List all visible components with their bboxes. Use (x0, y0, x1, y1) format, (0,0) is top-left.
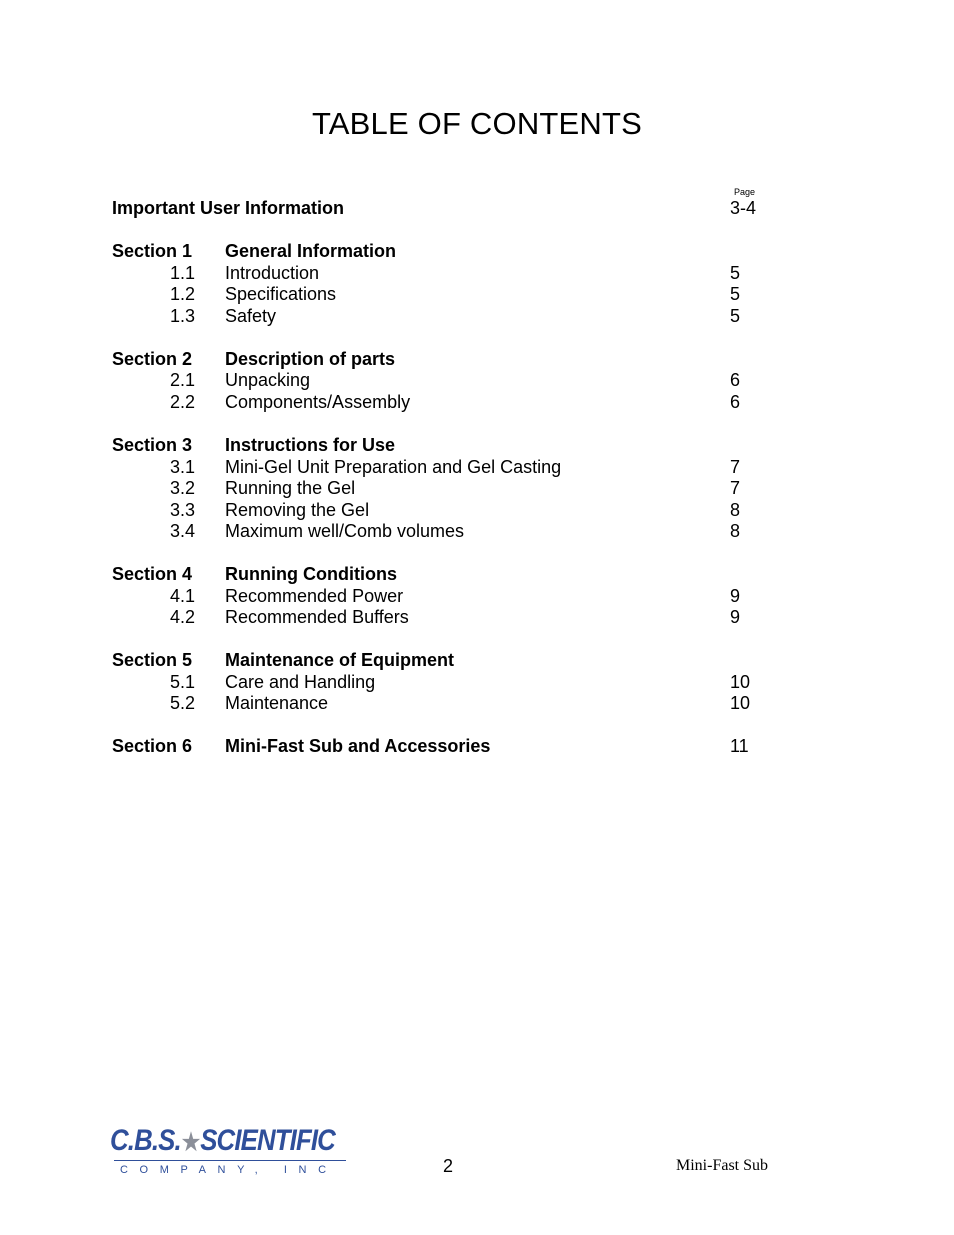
toc-entry (0, 671, 954, 693)
toc-entry-number: 1.2 (169, 284, 195, 304)
toc-entry (0, 692, 954, 714)
toc-page-number: 8 (730, 500, 741, 520)
toc-page-number: 5 (730, 306, 741, 326)
toc-entry (0, 477, 954, 499)
toc-page-number: 7 (730, 457, 741, 477)
toc-entry-number: 5.2 (169, 693, 195, 713)
toc-page-number: 9 (730, 586, 741, 606)
toc-entry-title: Instructions for Use (225, 435, 396, 455)
toc-entry (0, 262, 954, 284)
toc-entry-title: Running the Gel (225, 478, 356, 498)
toc-entry-title: Safety (225, 306, 277, 326)
toc-entry-number: 4.1 (169, 586, 195, 606)
toc-entry-title: Care and Handling (225, 672, 376, 692)
toc-entry-number: 3.3 (169, 500, 195, 520)
toc-entry-number: 2.1 (169, 370, 195, 390)
toc-entry-number: 1.1 (169, 263, 195, 283)
toc-section-label: Important User Information (112, 198, 345, 218)
toc-entry (0, 499, 954, 521)
toc-page-number: 11 (730, 736, 749, 756)
toc-section-label: Section 5 (112, 650, 193, 670)
toc-entry-title: Specifications (225, 284, 337, 304)
toc-entry (0, 369, 954, 391)
toc-entry-title: Maintenance (225, 693, 329, 713)
document-name: Mini-Fast Sub (676, 1157, 769, 1174)
toc-section-label: Section 4 (112, 564, 193, 584)
toc-entry-title: Unpacking (225, 370, 311, 390)
logo-text-left: C.B.S. (110, 1124, 181, 1157)
toc-entry-title: Removing the Gel (225, 500, 370, 520)
star-icon: ★ (181, 1129, 200, 1156)
toc-entry-number: 3.1 (169, 457, 195, 477)
toc-page-number: 10 (730, 693, 751, 713)
toc-page-number: 5 (730, 263, 741, 283)
toc-entry-title: Recommended Power (225, 586, 404, 606)
toc-entry-number: 1.3 (169, 306, 195, 326)
toc-entry (0, 520, 954, 542)
toc-section-label: Section 2 (112, 349, 193, 369)
toc-entry-title: Maintenance of Equipment (225, 650, 455, 670)
toc-entry (0, 735, 954, 757)
toc-page-number: 8 (730, 521, 741, 541)
logo-subtitle: COMPANY, INC (120, 1164, 338, 1176)
logo-text-right: SCIENTIFIC (200, 1124, 335, 1157)
toc-page-number: 5 (730, 284, 741, 304)
toc-page-number: 7 (730, 478, 741, 498)
toc-entry (0, 456, 954, 478)
toc-entry-title: Mini-Gel Unit Preparation and Gel Casting (225, 457, 562, 477)
toc-page-number: 6 (730, 392, 741, 412)
toc-entry (0, 649, 954, 671)
toc-entry-title: Description of parts (225, 349, 396, 369)
toc-entry-number: 3.4 (169, 521, 195, 541)
logo-divider (114, 1160, 346, 1161)
toc-page-number: 9 (730, 607, 741, 627)
toc-entry-title: Introduction (225, 263, 320, 283)
toc-section-label: Section 1 (112, 241, 193, 261)
toc-entry-title: Mini-Fast Sub and Accessories (225, 736, 491, 756)
page-number: 2 (443, 1156, 454, 1176)
company-logo (110, 1124, 346, 1180)
toc-entry (0, 283, 954, 305)
toc-page-number: 10 (730, 672, 751, 692)
toc-section-label: Section 3 (112, 435, 193, 455)
toc-entry-number: 4.2 (169, 607, 195, 627)
toc-entry-number: 5.1 (169, 672, 195, 692)
toc-page-number: 3-4 (730, 198, 757, 218)
toc-entry (0, 305, 954, 327)
page-title: TABLE OF CONTENTS (311, 106, 643, 141)
toc-entry-number: 2.2 (169, 392, 195, 412)
toc-entry (0, 434, 954, 456)
toc-entry (0, 606, 954, 628)
toc-entry (0, 563, 954, 585)
toc-entry-title: Running Conditions (225, 564, 397, 584)
toc-entry-title: Recommended Buffers (225, 607, 409, 627)
page-column-header: Page (734, 187, 756, 197)
toc-entry (0, 391, 954, 413)
toc-entry (0, 348, 954, 370)
toc-entry (0, 585, 954, 607)
toc-entry-title: Maximum well/Comb volumes (225, 521, 465, 541)
toc-section-label: Section 6 (112, 736, 193, 756)
toc-entry-title: Components/Assembly (225, 392, 411, 412)
toc-entry (0, 240, 954, 262)
toc-entry-title: General Information (225, 241, 397, 261)
toc-entry-number: 3.2 (169, 478, 195, 498)
toc-entry (0, 197, 954, 219)
toc-page-number: 6 (730, 370, 741, 390)
